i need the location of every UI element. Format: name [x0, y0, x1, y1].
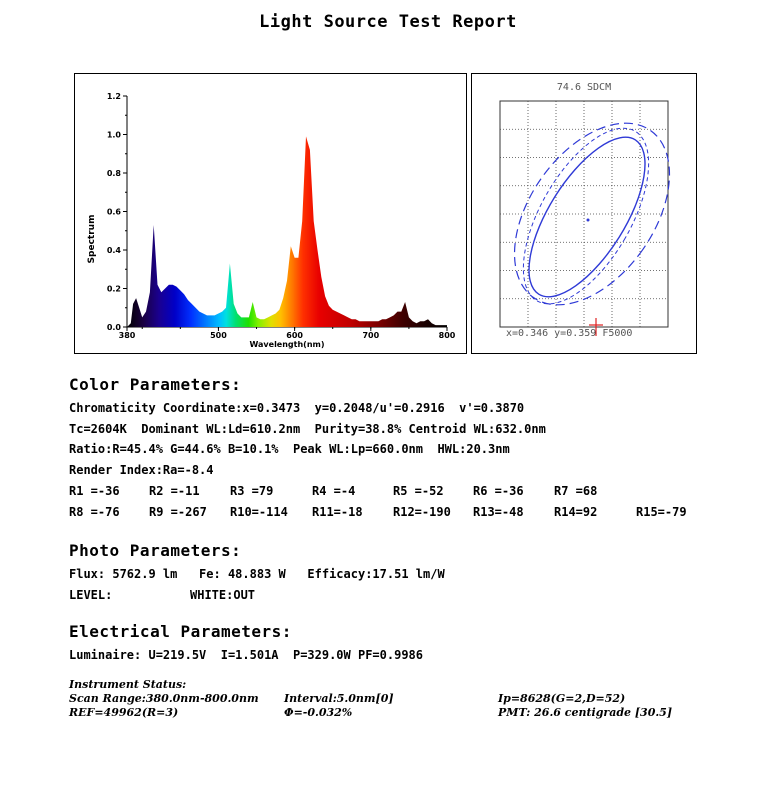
- chromaticity-panel: [471, 73, 697, 354]
- chromaticity-readout: x=0.346 y=0.359 F5000: [506, 328, 633, 339]
- y-tick-label: 0.8: [106, 169, 121, 178]
- spectrum-chart: [75, 74, 466, 353]
- render-index-value: R6 =-36: [473, 484, 524, 498]
- render-index-value: R11=-18: [312, 505, 363, 519]
- render-index-line: Render Index:Ra=-8.4: [69, 463, 214, 477]
- ip-value: Ip=8628(G=2,D=52): [498, 692, 626, 705]
- y-tick-label: 0.2: [106, 284, 121, 294]
- render-index-value: R13=-48: [473, 505, 524, 519]
- render-index-value: R7 =68: [554, 484, 598, 498]
- flux-line: Flux: 5762.9 lm Fe: 48.883 W Efficacy:17.51 lm/W: [69, 567, 445, 581]
- x-tick-label: 380: [118, 331, 136, 340]
- instrument-status-heading: Instrument Status:: [69, 678, 187, 691]
- render-index-value: R10=-114: [230, 505, 288, 519]
- x-tick-label: 600: [286, 331, 303, 340]
- luminaire-line: Luminaire: U=219.5V I=1.501A P=329.0W PF=0.9986: [69, 648, 424, 662]
- render-index-value: R3 =79: [230, 484, 274, 498]
- color-parameters-heading: Color Parameters:: [69, 375, 242, 394]
- level-label: LEVEL:: [69, 588, 113, 602]
- phi-value: Φ=-0.032%: [284, 706, 353, 719]
- ref-value: REF=49962(R=3): [69, 706, 179, 719]
- level-value: WHITE:OUT: [190, 588, 256, 602]
- chromaticity-center-point: [587, 219, 590, 222]
- chromaticity-line: Chromaticity Coordinate:x=0.3473 y=0.2048/u'=0.2916 v'=0.3870: [69, 401, 525, 415]
- photo-parameters-heading: Photo Parameters:: [69, 541, 242, 560]
- render-index-value: R15=-79: [636, 505, 687, 519]
- y-tick-label: 0.0: [106, 323, 121, 332]
- interval: Interval:5.0nm[0]: [284, 692, 394, 705]
- render-index-value: R5 =-52: [393, 484, 444, 498]
- electrical-parameters-heading: Electrical Parameters:: [69, 622, 292, 641]
- chromaticity-chart: [472, 74, 696, 353]
- color-temp-line: Tc=2604K Dominant WL:Ld=610.2nm Purity=38.8% Centroid WL:632.0nm: [69, 422, 546, 436]
- render-index-value: R2 =-11: [149, 484, 200, 498]
- y-tick-label: 0.6: [106, 207, 121, 217]
- report-title: Light Source Test Report: [259, 12, 517, 32]
- x-tick-label: 500: [210, 331, 227, 340]
- render-index-value: R9 =-267: [149, 505, 207, 519]
- sdcm-label: 74.6 SDCM: [556, 82, 612, 93]
- render-index-value: R4 =-4: [312, 484, 356, 498]
- render-index-value: R14=92: [554, 505, 598, 519]
- pmt-value: PMT: 26.6 centigrade [30.5]: [498, 706, 673, 719]
- spectrum-area: [127, 136, 447, 327]
- y-tick-label: 0.4: [106, 246, 121, 255]
- x-axis-label: Wavelength(nm): [249, 340, 325, 349]
- render-index-value: R1 =-36: [69, 484, 120, 498]
- y-axis-label: Spectrum: [87, 214, 97, 264]
- x-tick-label: 800: [438, 331, 456, 340]
- scan-range: Scan Range:380.0nm-800.0nm: [69, 692, 259, 705]
- spectrum-chart-panel: [74, 73, 467, 354]
- ratio-line: Ratio:R=45.4% G=44.6% B=10.1% Peak WL:Lp=660.0nm HWL:20.3nm: [69, 442, 510, 456]
- x-tick-label: 700: [362, 331, 380, 340]
- y-tick-label: 1.0: [106, 130, 121, 140]
- render-index-value: R8 =-76: [69, 505, 120, 519]
- render-index-value: R12=-190: [393, 505, 451, 519]
- y-tick-label: 1.2: [106, 92, 121, 101]
